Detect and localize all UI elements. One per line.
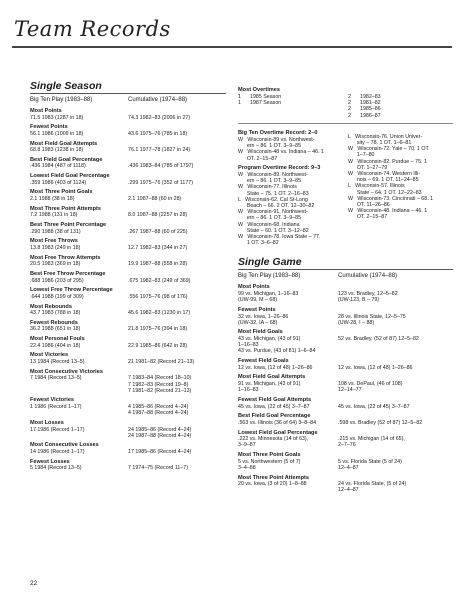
record-title: Fewest Victories	[30, 397, 75, 404]
record-row	[238, 320, 453, 326]
cumulative-value: 7 1974–75 (Record 11–7)	[128, 465, 188, 472]
record-title: Best Field Goal Percentage	[30, 156, 103, 163]
cumulative-value: .215 vs. Michigan (14 of 65),	[338, 436, 405, 443]
bigten-value: 1 1986 (Record 1–17)	[30, 404, 82, 411]
overtime-season: 1985 Season	[250, 94, 282, 100]
record-block	[30, 320, 226, 333]
record-title: Most Personal Fouls	[30, 336, 85, 343]
overtime-season: 1981–82	[360, 100, 381, 107]
record-row	[30, 343, 226, 349]
overtime-game-line: L Wisconsin-57. Illinois	[348, 183, 405, 190]
record-row	[30, 433, 226, 439]
record-block	[30, 157, 226, 170]
bigten-header: Big Ten Play (1983–88)	[30, 97, 93, 103]
record-block	[238, 413, 453, 426]
program-ot-line: W Wisconsin-77. Illinois	[238, 184, 297, 191]
record-block	[238, 430, 453, 449]
record-title: Best Three Point Percentage	[30, 222, 107, 229]
record-row	[30, 180, 226, 186]
cumulative-value: 24 1985–86 (Record 4–24)	[128, 426, 192, 433]
bigten-value: .563 vs. Illinois (36 of 64) 3–8–84	[238, 419, 317, 426]
record-title: Most Points	[238, 284, 270, 291]
record-row	[238, 442, 453, 448]
record-block	[30, 352, 226, 365]
overtime-entry	[348, 113, 453, 119]
overtime-season: 1987 Season	[250, 100, 282, 107]
record-block	[238, 452, 453, 471]
overtimes-left	[238, 94, 348, 119]
overtimes-grid	[238, 94, 453, 119]
record-row	[30, 278, 226, 284]
single-season-column	[30, 78, 226, 475]
cumulative-value: 2.1 1987–88 (60 in 28)	[128, 196, 182, 203]
record-title: Fewest Rebounds	[30, 319, 78, 326]
overtime-game-line: 1–7–80	[348, 152, 375, 159]
cumulative-value: .675 1982–83 (249 of 369)	[128, 277, 191, 284]
cumulative-value: (UW-123, B – 79)	[338, 297, 380, 304]
record-title: Fewest Losses	[30, 458, 70, 465]
game-column-headers	[238, 273, 453, 279]
record-block	[238, 397, 453, 410]
bigten-value: .290 1988 (38 of 131)	[30, 228, 81, 235]
cumulative-value: .556 1975–76 (98 of 176)	[128, 293, 188, 300]
record-block	[238, 374, 453, 393]
cumulative-value: 28 vs. Illinois State, 12–5–75	[338, 313, 406, 320]
overtime-season: 1986–87	[360, 112, 381, 119]
record-row	[238, 348, 453, 354]
record-title: Best Free Throw Percentage	[30, 270, 106, 277]
page-number: 22	[30, 580, 38, 587]
record-row	[30, 115, 226, 121]
cumulative-value: 19.9 1987–88 (558 in 28)	[128, 261, 188, 268]
record-row	[30, 359, 226, 365]
bigten-ot-list	[238, 137, 348, 162]
bigten-ot-title: Big Ten Overtime Record: 2–0	[238, 129, 318, 136]
overtime-game-line: W Wisconsin-73. Cincinnati – 68. 1	[348, 195, 434, 202]
cumulative-value: 4 1987–88 (Record 4–24)	[128, 410, 189, 417]
bigten-value: 32 vs. Iowa, 1–26–86	[238, 313, 289, 320]
overtime-count: 1	[238, 100, 241, 107]
record-block	[30, 124, 226, 137]
cumulative-value: .299 1975–76 (352 of 1177)	[128, 179, 193, 186]
cumulative-value: 5 vs. Florida State (5 of 24)	[338, 458, 402, 465]
record-row	[238, 387, 453, 393]
record-row	[30, 131, 226, 137]
cumulative-value: 12–4–87	[338, 464, 359, 471]
divider	[238, 123, 453, 124]
column-headers	[30, 97, 226, 103]
record-title: Most Field Goal Attempts	[30, 140, 98, 147]
program-ot-line: W Wisconsin-91. Northwest-	[238, 209, 308, 216]
record-title: Lowest Field Goal Percentage	[238, 429, 318, 436]
overtime-game-line: sity – 78. 1 OT. 1–6–81	[348, 140, 412, 147]
overtime-game-line: W Wisconsin-48. Indiana – 46. 1	[348, 208, 428, 215]
bigten-value: 68.8 1983 (1238 in 18)	[30, 147, 84, 154]
cumulative-value: 4 1985–86 (Record 4–24)	[128, 404, 189, 411]
record-block	[30, 108, 226, 121]
record-block	[238, 475, 453, 494]
overtime-game-line: W Wisconsin-82. Purdue – 75. 1	[348, 158, 427, 165]
overtime-game-line: OT. 1–27–79	[348, 164, 388, 171]
overtime-count: 2	[348, 112, 351, 119]
bigten-ot-line: ern – 86. 1 OT. 3–9–85	[238, 143, 302, 150]
program-ot-line: Beach – 66. 2 OT. 12–30–82	[238, 203, 315, 210]
record-title: Most Consecutive Victories	[30, 368, 103, 375]
cumulative-value: (UW-28, I – 88)	[338, 319, 375, 326]
record-block	[30, 141, 226, 154]
record-title: Most Field Goal Attempts	[238, 374, 306, 381]
cumulative-value: 52 vs. Bradley, (52 of 87) 12–5–82	[338, 336, 419, 343]
record-title: Most Consecutive Losses	[30, 442, 99, 449]
bigten-value: 7 1984 (Record 13–5)	[30, 375, 82, 382]
cumulative-value: 24 vs. Florida State, (5 of 24)	[338, 481, 407, 488]
record-block	[30, 189, 226, 202]
overtime-count: 2	[348, 94, 351, 100]
bigten-value: 17 1986 (Record 1–17)	[30, 426, 85, 433]
cumulative-value: 76.1 1977–78 (1827 in 24)	[128, 147, 191, 154]
cumulative-value: 123 vs. Bradley, 12–5–82	[338, 291, 398, 298]
cumulative-value: 24 1987–88 (Record 4–24)	[128, 432, 192, 439]
bigten-value: 13.8 1983 (249 in 18)	[30, 244, 81, 251]
record-block	[238, 307, 453, 326]
record-title: Fewest Points	[30, 124, 68, 131]
cumulative-value	[338, 348, 453, 354]
record-title: Most Three Point Attempts	[30, 205, 101, 212]
overtime-game-line: W Wisconsin-72. Yale – 70. 1 OT.	[348, 146, 430, 153]
record-block	[30, 206, 226, 219]
bigten-value: 7.2 1988 (131 in 18)	[30, 212, 78, 219]
record-row	[238, 365, 453, 371]
overtime-game-line: W Wisconsin-74. Western Illi-	[348, 171, 421, 178]
record-row	[238, 404, 453, 410]
program-ot-list	[238, 172, 348, 246]
cumulative-value: 45.6 1982–83 (1230 in 17)	[128, 310, 191, 317]
cumulative-header: Cumulative (1974–88)	[128, 97, 188, 103]
bigten-value: 43.7 1983 (788 in 18)	[30, 310, 81, 317]
bigten-value: 22.4 1986 (404 in 18)	[30, 342, 81, 349]
record-block	[238, 329, 453, 354]
record-block	[30, 255, 226, 268]
bigten-value: 5 1984 (Record 13–5)	[30, 465, 82, 472]
bigten-value: 56.1 1986 (1009 in 18)	[30, 130, 84, 137]
bigten-value: 5 vs. Northwestern (5 of 7)	[238, 458, 301, 465]
cumulative-value: .267 1987–88 (60 of 225)	[128, 228, 188, 235]
cumulative-value: 12.7 1982–83 (344 in 27)	[128, 244, 188, 251]
bigten-value: (UW-32, IA – 68)	[238, 319, 278, 326]
record-title: Fewest Field Goals	[238, 358, 289, 365]
bigten-value: 12 vs. Iowa, (12 of 48) 1–26–86	[238, 364, 313, 371]
program-ot-title: Program Overtime Record: 9–3	[238, 164, 321, 171]
record-block	[30, 238, 226, 251]
bigten-value: .644 1988 (199 of 309)	[30, 293, 84, 300]
record-title: Most Losses	[30, 419, 64, 426]
record-row	[30, 229, 226, 235]
record-block	[238, 284, 453, 303]
bigten-value: 20 vs. Iowa, (3 of 20) 1–8–88	[238, 481, 307, 488]
bigten-value: 36.2 1988 (651 in 18)	[30, 326, 81, 333]
bigten-value: .688 1986 (203 of 295)	[30, 277, 84, 284]
record-title: Lowest Free Throw Percentage	[30, 287, 113, 294]
record-row	[30, 449, 226, 455]
single-game-heading: Single Game	[238, 256, 302, 269]
record-row	[30, 294, 226, 300]
cumulative-value: 74.3 1982–83 (2006 in 27)	[128, 114, 191, 121]
cumulative-value: 7 1981–82 (Record 21–13)	[128, 387, 192, 394]
overtime-season: 1985–86	[360, 106, 381, 113]
record-row	[30, 326, 226, 332]
bigten-value	[30, 433, 128, 439]
bigten-value: 3–4–88	[238, 464, 256, 471]
overtime-count: 2	[348, 106, 351, 113]
record-row	[30, 212, 226, 218]
cumulative-value: .598 vs. Bradley (52 of 87) 12–5–82	[338, 419, 423, 426]
bigten-value: 43 vs. Michigan, (43 of 91)	[238, 336, 301, 343]
record-block	[30, 173, 226, 186]
bigten-value: 3–9–87	[238, 442, 256, 449]
record-title: Fewest Field Goal Attempts	[238, 396, 312, 403]
overtime-game-line: nois – 69. 1 OT. 11–24–85	[348, 177, 419, 184]
record-row	[238, 297, 453, 303]
cumulative-value: .436 1983–84 (785 of 1797)	[128, 163, 194, 170]
bigten-value: 99 vs. Michigan, 1–16–83	[238, 291, 299, 298]
overtime-season: 1982–83	[360, 94, 381, 100]
record-title: Fewest Points	[238, 306, 276, 313]
record-block	[30, 442, 226, 455]
cumulative-value: 2–7–76	[338, 442, 356, 449]
record-title: Most Points	[30, 108, 62, 114]
cumulative-value: 21.8 1975–76 (394 in 18)	[128, 326, 188, 333]
game-record-list	[238, 284, 453, 493]
record-row	[30, 261, 226, 267]
program-ot-line: State – 75. 1 OT. 2–16–83	[238, 190, 309, 197]
cumulative-value: 7 1983–84 (Record 18–10)	[128, 375, 192, 382]
record-row	[30, 147, 226, 153]
bigten-ot-line: W Wisconsin-89 vs. Northwest-	[238, 137, 315, 144]
record-row	[30, 410, 226, 416]
record-title: Most Field Goals	[238, 329, 283, 336]
record-title: Best Field Goal Percentage	[238, 413, 311, 420]
bigten-value: 2.1 1988 (38 in 18)	[30, 196, 75, 203]
record-block	[30, 304, 226, 317]
bigten-value: (UW-99, M – 68)	[238, 297, 278, 304]
program-ot-line: W Wisconsin-78. Iowa State – 77.	[238, 234, 321, 241]
overtime-count: 2	[348, 100, 351, 107]
section-divider	[30, 93, 226, 94]
bigten-ot-right-list	[348, 127, 453, 247]
record-row	[238, 465, 453, 471]
record-block	[30, 420, 226, 439]
program-ot-line: W Wisconsin-89. Northwest-	[238, 172, 308, 179]
page-title: Team Records	[14, 17, 171, 41]
most-overtimes-title: Most Overtimes	[238, 87, 280, 93]
cumulative-value: 8.0 1987–88 (2257 in 28)	[128, 212, 188, 219]
overtime-count: 1	[238, 94, 241, 100]
section-divider	[238, 269, 453, 270]
record-title: Most Three Point Goals	[238, 452, 301, 459]
record-row	[30, 465, 226, 471]
bigten-value: 43 vs. Purdue, (43 of 81) 1–6–84	[238, 348, 316, 355]
bigten-value	[30, 388, 128, 394]
cumulative-value: 7 1982–83 (Record 19–8)	[128, 381, 189, 388]
cumulative-value: 12–14–77	[338, 387, 362, 394]
record-title: Most Victories	[30, 352, 69, 359]
record-block	[30, 459, 226, 472]
program-ot-line: ern – 86. 1 OT. 3–9–85	[238, 178, 302, 185]
record-block	[238, 358, 453, 371]
cumulative-value: 108 vs. DePaul, (46 of 108)	[338, 381, 403, 388]
overtimes-right	[348, 94, 453, 119]
overtime-entry	[238, 100, 348, 106]
program-ot-line: ern – 86. 1 OT. 3–9–85	[238, 215, 302, 222]
cumulative-value: 17 1985–86 (Record 4–24)	[128, 449, 192, 456]
cumulative-value: 43.6 1975–76 (785 in 18)	[128, 130, 188, 137]
record-title: Lowest Field Goal Percentage	[30, 173, 110, 180]
record-row	[238, 420, 453, 426]
overtime-game-line: State – 64. 1 OT. 12–22–83	[348, 189, 422, 196]
record-title: Most Three Point Goals	[30, 189, 93, 196]
record-row	[238, 487, 453, 493]
record-row	[30, 388, 226, 394]
record-row	[30, 163, 226, 169]
cumulative-value: 21 1981–82 (Record 21–13)	[128, 359, 195, 366]
game-cumulative-header: Cumulative (1974–88)	[338, 273, 398, 280]
cumulative-value: 22.9 1985–86 (642 in 28)	[128, 342, 188, 349]
bigten-value: 1–16–83	[238, 387, 259, 394]
bigten-value: 14 1986 (Record 1–17)	[30, 449, 85, 456]
overtime-game-line: L Wisconsin-76. Union Univer-	[348, 133, 423, 140]
bigten-ot-line: OT. 2–15–87	[238, 155, 278, 162]
record-block	[30, 287, 226, 300]
record-title: Most Free Throws	[30, 238, 78, 245]
record-block	[30, 336, 226, 349]
bigten-value: 91 vs. Michigan, (43 of 91)	[238, 381, 301, 388]
bigten-value: .436 1984 (487 of 1118)	[30, 163, 86, 170]
bigten-value: 20.5 1983 (369 in 18)	[30, 261, 81, 268]
season-record-list	[30, 108, 226, 472]
cumulative-value: 12–4–87	[338, 487, 359, 494]
overtime-left-col	[238, 127, 348, 247]
record-row	[30, 310, 226, 316]
record-block	[30, 222, 226, 235]
record-block	[30, 369, 226, 394]
record-title: Most Free Throw Attempts	[30, 254, 101, 261]
program-ot-line: 1 OT. 3–6–82	[238, 240, 279, 247]
record-row	[30, 245, 226, 251]
overtime-game-line: OT. 2–15–87	[348, 214, 388, 221]
right-column	[238, 84, 453, 497]
single-season-heading: Single Season	[30, 80, 102, 92]
game-bigten-header: Big Ten Play (1983–88)	[238, 273, 301, 280]
record-title: Most Rebounds	[30, 303, 72, 310]
overtime-game-line: OT. 11–26–86	[348, 202, 390, 209]
bigten-value	[30, 410, 128, 416]
record-row	[30, 196, 226, 202]
program-ot-line: L Wisconsin-62. Cal St-Long	[238, 196, 308, 203]
record-block	[30, 397, 226, 416]
bigten-value: .222 vs. Minnesota (14 of 63),	[238, 436, 309, 443]
bigten-value: 1–16–83	[238, 342, 259, 349]
bigten-value	[238, 487, 338, 493]
record-title: Most Three Point Attempts	[238, 474, 309, 481]
program-ot-line: W Wisconsin-68. Indiana	[238, 221, 300, 228]
cumulative-value: 12 vs. Iowa, (12 of 48) 1–26–86	[338, 364, 413, 371]
overtime-records-grid	[238, 127, 453, 247]
program-ot-line: State – 60. 1 OT. 3–12–82	[238, 227, 309, 234]
bigten-value: 71.5 1983 (1287 in 18)	[30, 114, 84, 121]
bigten-ot-line: W Wisconsin-48 vs. Indiana – 46. 1	[238, 149, 324, 156]
title-divider	[12, 46, 452, 48]
bigten-value: 13 1984 (Record 13–5)	[30, 359, 85, 366]
bigten-value: 45 vs. Iowa, (22 of 45) 3–7–87	[238, 403, 310, 410]
bigten-value: .359 1986 (403 of 1124)	[30, 179, 87, 186]
cumulative-value: 45 vs. Iowa, (22 of 45) 3–7–87	[338, 403, 410, 410]
record-block	[30, 271, 226, 284]
